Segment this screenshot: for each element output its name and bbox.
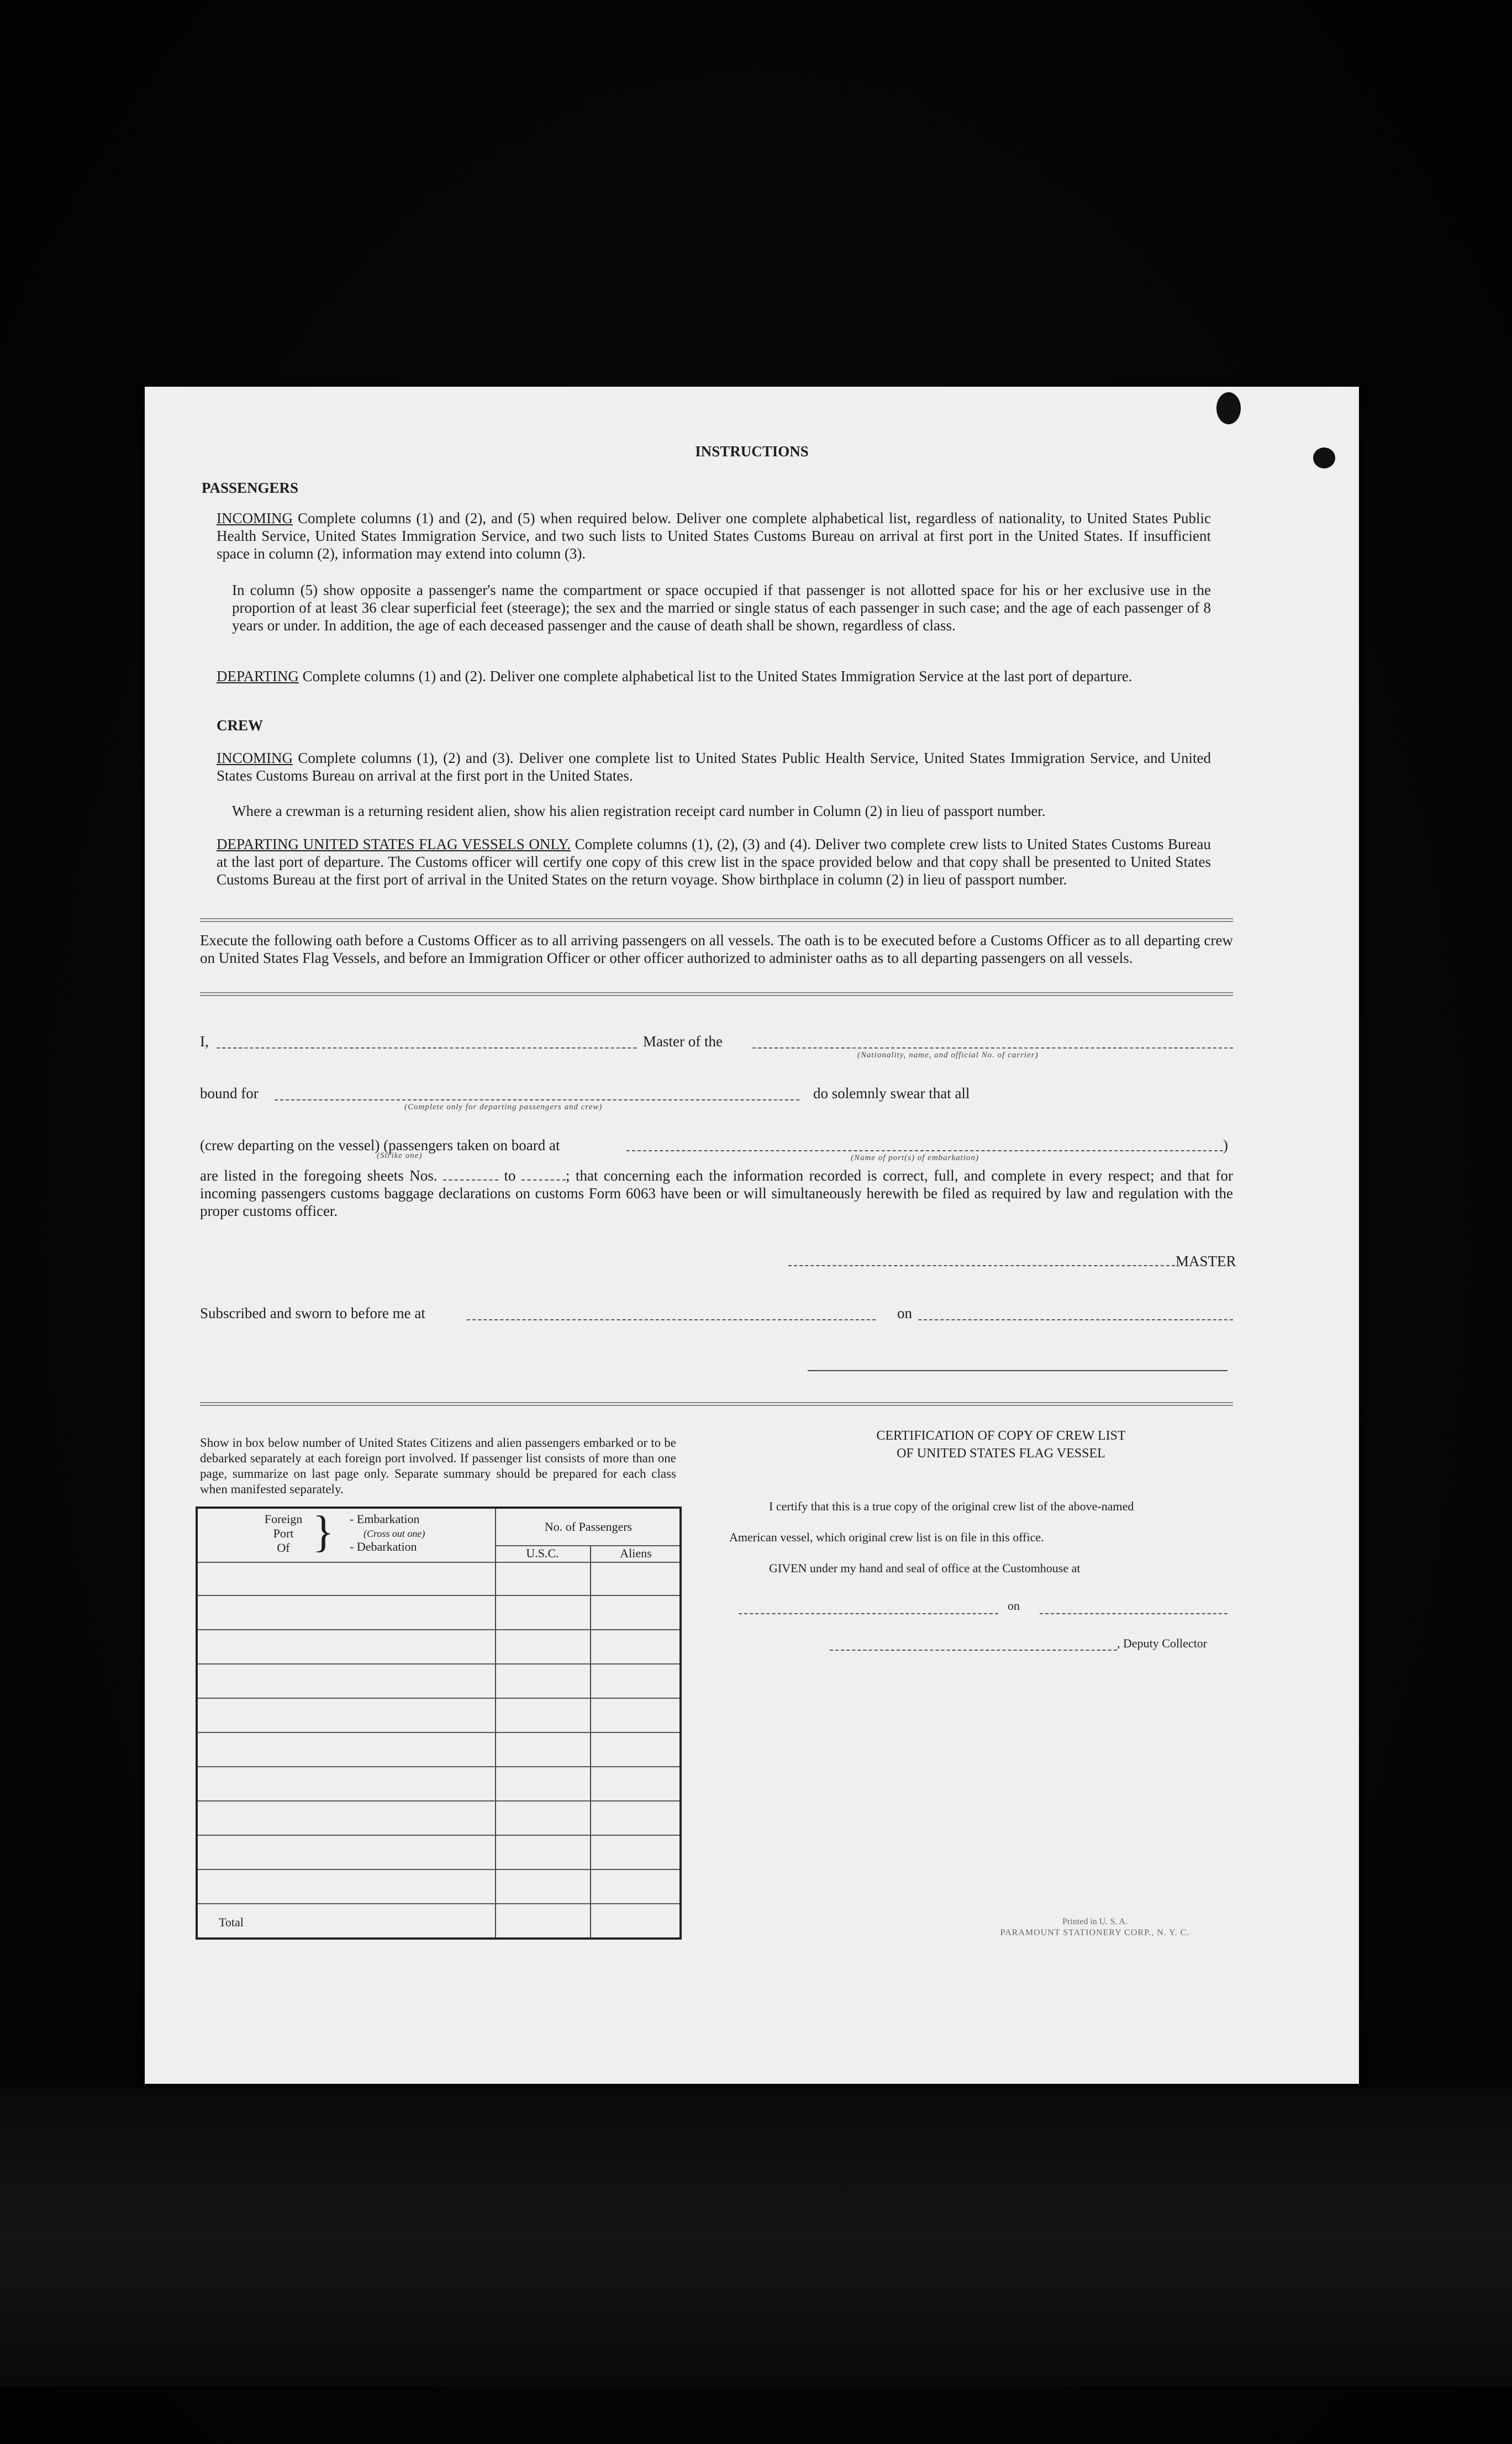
listed-a: are listed in the foregoing sheets Nos. (200, 1167, 438, 1184)
passengers-incoming (217, 509, 1211, 562)
table-row (198, 1732, 679, 1733)
strike-caption: (Strike one) (377, 1151, 423, 1160)
col-foreign: Foreign (264, 1512, 303, 1526)
crew-departing-text: Complete columns (1), (2), (3) and (4). Deliver two complete crew lists to United States Customs Bureau at the last port of departure. The Customs officer will certify one copy of this crew list in the space provided below and that copy shall be presented to United States Customs Bureau at the first port of arrival in the United States on the return voyage. Show birthplace in column (2) in lieu of passport number. (217, 836, 1211, 888)
vessel-field[interactable] (752, 1047, 1233, 1049)
printer-line-2: PARAMOUNT STATIONERY CORP., N. Y. C. (1000, 1928, 1190, 1937)
cert-date-field[interactable] (1040, 1613, 1227, 1614)
passengers-departing (217, 667, 1211, 685)
subscribed-date-field[interactable] (918, 1319, 1233, 1320)
subscribed-label: Subscribed and sworn to before me at (200, 1305, 425, 1321)
divider (200, 1402, 1233, 1406)
incoming-label: INCOMING (217, 510, 293, 526)
passenger-summary-table (196, 1507, 682, 1940)
table-row (198, 1766, 679, 1767)
table-row (198, 1562, 679, 1563)
close-paren: ) (1223, 1137, 1228, 1153)
sheet-to-field[interactable] (521, 1179, 566, 1181)
swear-label: do solemnly swear that all (813, 1085, 970, 1102)
ports-caption: (Name of port(s) of embarkation) (851, 1153, 979, 1162)
bound-for-label: bound for (200, 1085, 259, 1102)
table-row (198, 1698, 679, 1699)
table-row (198, 1903, 679, 1904)
crew-incoming-text: Complete columns (1), (2) and (3). Deliver one complete list to United States Public Health Service, United States Immigration Service, and United States Customs Bureau on arrival at the first port in the United States. (217, 750, 1211, 784)
bound-for-field[interactable] (275, 1099, 799, 1100)
oath-listed (200, 1167, 1233, 1220)
cert-on-label: on (1008, 1599, 1020, 1613)
passengers-column5: In column (5) show opposite a passenger's name the compartment or space occupied if that passenger is not allotted space for his or her exclusive use in the proportion of at least 36 clear superficial feet (steerage); the sex and the married or single status of each passenger in such case; and the age of each passenger of 8 years or under. In addition, the age of each deceased passenger and the cause of death shall be shown, regardless of class. (232, 582, 1211, 634)
printer-line-1: Printed in U. S. A. (1062, 1917, 1128, 1926)
subscribed-on-label: on (897, 1305, 912, 1321)
subscribed-at-field[interactable] (467, 1319, 876, 1320)
listed-to: to (504, 1167, 516, 1184)
page-title: INSTRUCTIONS (695, 443, 809, 460)
table-divider (590, 1545, 591, 1937)
aliens-header: Aliens (620, 1546, 652, 1560)
oath-intro: Execute the following oath before a Customs Officer as to all arriving passengers on all vessels. The oath is to be executed before a Customs Officer as to all departing crew on United States Flag Vessels, and before an Immigration Officer or other officer authorized to administer oaths as to all departing passengers on all vessels. (200, 932, 1233, 966)
passengers-heading: PASSENGERS (202, 480, 299, 496)
no-passengers-header: No. of Passengers (544, 1520, 633, 1534)
master-of-the-label: Master of the (643, 1033, 723, 1050)
deputy-signature-field[interactable] (830, 1650, 1117, 1651)
deputy-label: , Deputy Collector (1117, 1636, 1208, 1650)
debarkation-label: - Debarkation (350, 1540, 417, 1553)
sheet-from-field[interactable] (443, 1179, 498, 1181)
table-row (198, 1800, 679, 1802)
cert-line-2: American vessel, which original crew list is on file in this office. (729, 1530, 1044, 1544)
master-label: MASTER (1176, 1253, 1236, 1270)
divider (200, 992, 1233, 996)
customhouse-field[interactable] (739, 1613, 998, 1614)
crew-departing-label: DEPARTING UNITED STATES FLAG VESSELS ONLY. (217, 836, 571, 852)
cert-heading-1: CERTIFICATION OF COPY OF CREW LIST (876, 1429, 1126, 1443)
nationality-caption: (Nationality, name, and official No. of carrier) (857, 1051, 1039, 1060)
officer-signature-line[interactable] (808, 1370, 1227, 1371)
master-name-field[interactable] (217, 1047, 636, 1049)
crew-passengers-label: (crew departing on the vessel) (passengers taken on board at (200, 1137, 560, 1153)
bound-caption: (Complete only for departing passengers and crew) (404, 1103, 603, 1112)
departing-text: Complete columns (1) and (2). Deliver one complete alphabetical list to the United States Immigration Service at the last port of departure. (302, 668, 1132, 684)
ink-blot (1216, 392, 1241, 424)
embarkation-label: - Embarkation (350, 1512, 420, 1526)
cross-out-label: (Cross out one) (363, 1528, 425, 1539)
usc-header: U.S.C. (526, 1546, 559, 1560)
crew-resident: Where a crewman is a returning resident alien, show his alien registration receipt card number in Column (2) in lieu of passport number. (232, 803, 1046, 819)
crew-incoming-label: INCOMING (217, 750, 293, 766)
cert-heading-2: OF UNITED STATES FLAG VESSEL (897, 1446, 1105, 1461)
departing-label: DEPARTING (217, 668, 299, 684)
master-signature-field[interactable] (788, 1265, 1175, 1266)
divider (200, 918, 1233, 922)
table-row (198, 1595, 679, 1596)
oath-i: I, (200, 1033, 209, 1050)
cert-line-1: I certify that this is a true copy of the original crew list of the above-named (769, 1499, 1134, 1513)
incoming-text: Complete columns (1) and (2), and (5) when required below. Deliver one complete alphabetical list, regardless of nationality, to United States Public Health Service, United States Immigration Service, and two such lists to United States Customs Bureau on arrival at first port in the United States. If insufficient space in column (2), information may extend into column (3). (217, 510, 1211, 562)
cert-line-3: GIVEN under my hand and seal of office at the Customhouse at (769, 1561, 1081, 1575)
total-label: Total (219, 1915, 244, 1929)
table-row (198, 1629, 679, 1630)
col-of: Of (277, 1541, 290, 1555)
document-page (145, 387, 1359, 2084)
box-note: Show in box below number of United States Citizens and alien passengers embarked or to be debarked separately at each foreign port involved. If passenger list consists of more than one page, summarize on last page only. Separate summary should be prepared for each class when manifested separately. (200, 1436, 676, 1496)
table-row (198, 1869, 679, 1870)
crew-heading: CREW (217, 717, 264, 734)
crew-departing (217, 835, 1211, 888)
table-row (198, 1835, 679, 1836)
film-band-bottom (0, 2088, 1512, 2387)
col-port: Port (273, 1526, 294, 1540)
table-row (198, 1663, 679, 1665)
table-divider (495, 1509, 496, 1937)
listed-b: ; that concerning each the information recorded is correct, full, and complete in every respect; and that for incoming passengers customs baggage declarations on customs Form 6063 have been or will simultaneously herewith be filed as required by law and regulation with the proper customs officer. (200, 1167, 1234, 1219)
embark-ports-field[interactable] (626, 1150, 1223, 1151)
crew-incoming (217, 749, 1211, 784)
brace: } (313, 1508, 334, 1556)
